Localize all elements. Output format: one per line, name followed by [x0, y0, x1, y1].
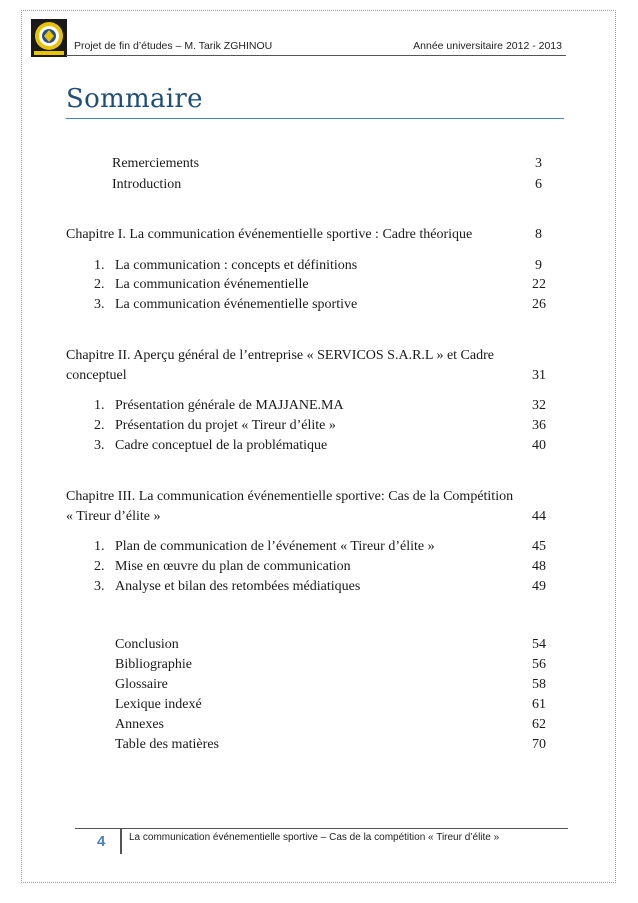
- footer-page-number: 4: [97, 833, 106, 850]
- toc-page: 56: [532, 657, 546, 672]
- toc-page: 8: [535, 227, 542, 242]
- toc-item[interactable]: Analyse et bilan des retombées médiatiques: [115, 579, 361, 594]
- toc-page: 31: [532, 368, 546, 383]
- toc-page: 61: [532, 697, 546, 712]
- toc-page: 22: [532, 277, 546, 292]
- toc-item-number: 2.: [94, 559, 105, 574]
- toc-entry-introduction[interactable]: Introduction: [112, 177, 182, 192]
- toc-page: 40: [532, 438, 546, 453]
- header-divider: [66, 55, 566, 56]
- toc-item[interactable]: La communication événementielle: [115, 277, 309, 292]
- toc-entry-glossaire[interactable]: Glossaire: [115, 677, 168, 692]
- toc-entry-annexes[interactable]: Annexes: [115, 717, 164, 732]
- toc-chapter-2[interactable]: Chapitre II. Aperçu général de l’entreprise « SERVICOS S.A.R.L » et Cadre: [66, 348, 494, 363]
- toc-page: 6: [535, 177, 542, 192]
- footer-text: La communication événementielle sportive – Cas de la compétition « Tireur d’élite »: [129, 832, 500, 843]
- toc-entry-conclusion[interactable]: Conclusion: [115, 637, 179, 652]
- toc-page: 3: [535, 156, 542, 171]
- toc-item-number: 2.: [94, 277, 105, 292]
- toc-page: 26: [532, 297, 546, 312]
- toc-chapter-3-continued[interactable]: « Tireur d’élite »: [66, 509, 161, 524]
- toc-item[interactable]: La communication : concepts et définitions: [115, 258, 358, 273]
- toc-chapter-3[interactable]: Chapitre III. La communication événementielle sportive: Cas de la Compétition: [66, 489, 514, 504]
- toc-item-number: 1.: [94, 258, 105, 273]
- toc-item[interactable]: Présentation générale de MAJJANE.MA: [115, 398, 344, 413]
- toc-page: 48: [532, 559, 546, 574]
- toc-page: 9: [535, 258, 542, 273]
- toc-item-number: 3.: [94, 438, 105, 453]
- toc-page: 58: [532, 677, 546, 692]
- toc-chapter-2-continued[interactable]: conceptuel: [66, 368, 127, 383]
- footer-separator: [120, 828, 122, 854]
- toc-item-number: 2.: [94, 418, 105, 433]
- toc-page: 70: [532, 737, 546, 752]
- toc-item-number: 1.: [94, 539, 105, 554]
- toc-page: 44: [532, 509, 546, 524]
- header-left-text: Projet de fin d’études – M. Tarik ZGHINOU: [74, 40, 273, 52]
- university-seal-icon: [31, 19, 67, 57]
- footer-divider: [75, 828, 568, 829]
- toc-page: 36: [532, 418, 546, 433]
- toc-entry-bibliographie[interactable]: Bibliographie: [115, 657, 192, 672]
- toc-page: 32: [532, 398, 546, 413]
- toc-item-number: 3.: [94, 297, 105, 312]
- toc-item[interactable]: Mise en œuvre du plan de communication: [115, 559, 351, 574]
- toc-item[interactable]: La communication événementielle sportive: [115, 297, 358, 312]
- toc-item-number: 1.: [94, 398, 105, 413]
- toc-entry-remerciements[interactable]: Remerciements: [112, 156, 200, 171]
- toc-chapter-1[interactable]: Chapitre I. La communication événementielle sportive : Cadre théorique: [66, 227, 473, 242]
- toc-page: 62: [532, 717, 546, 732]
- toc-page: 54: [532, 637, 546, 652]
- page-title: Sommaire: [66, 84, 203, 114]
- title-underline: [66, 118, 564, 119]
- toc-entry-lexique[interactable]: Lexique indexé: [115, 697, 202, 712]
- header-right-text: Année universitaire 2012 - 2013: [413, 40, 562, 52]
- toc-page: 45: [532, 539, 546, 554]
- toc-page: 49: [532, 579, 546, 594]
- toc-item[interactable]: Cadre conceptuel de la problématique: [115, 438, 328, 453]
- toc-item[interactable]: Présentation du projet « Tireur d’élite »: [115, 418, 336, 433]
- toc-entry-table-des-matieres[interactable]: Table des matières: [115, 737, 219, 752]
- toc-item[interactable]: Plan de communication de l’événement « Tireur d’élite »: [115, 539, 435, 554]
- toc-item-number: 3.: [94, 579, 105, 594]
